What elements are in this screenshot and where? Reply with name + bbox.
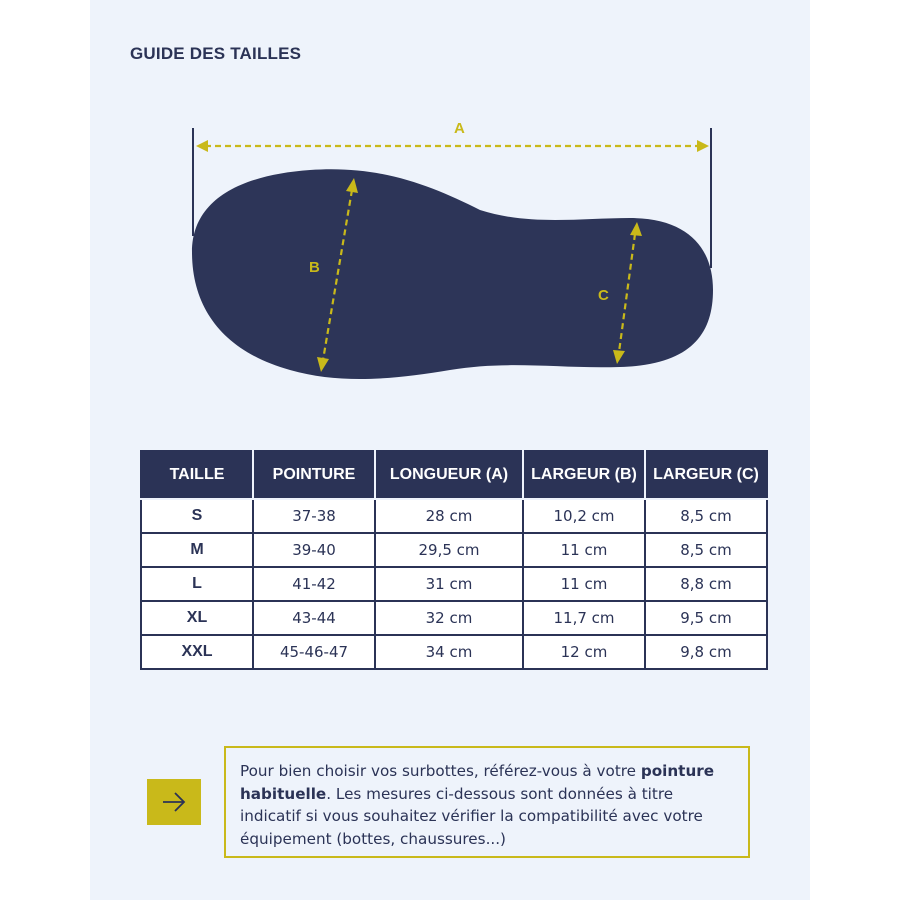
table-header-row (141, 451, 767, 499)
cell-size: M (141, 533, 253, 567)
cell-size: L (141, 567, 253, 601)
label-a: A (454, 120, 465, 137)
cell-largeur-c: 8,5 cm (645, 499, 767, 533)
table-row (141, 635, 767, 669)
cell-largeur-c: 8,8 cm (645, 567, 767, 601)
size-table (140, 450, 768, 670)
insole-silhouette (192, 169, 713, 379)
sole-diagram (0, 0, 900, 420)
column-header-largeur-b: LARGEUR (B) (523, 451, 645, 499)
column-header-longueur: LONGUEUR (A) (375, 451, 523, 499)
note-text-after: . Les mesures ci-dessous sont données à titre indicatif si vous souhaitez vérifier la compatibilité avec votre équipement (bottes, chaussures...) (240, 784, 703, 848)
table-row (141, 533, 767, 567)
column-header-largeur-c: LARGEUR (C) (645, 451, 767, 499)
cell-longueur: 34 cm (375, 635, 523, 669)
cell-largeur-c: 9,5 cm (645, 601, 767, 635)
cell-largeur-b: 11 cm (523, 533, 645, 567)
note-text-bold: pointure habituelle (240, 762, 715, 803)
cell-longueur: 31 cm (375, 567, 523, 601)
cell-longueur: 32 cm (375, 601, 523, 635)
arrow-badge (147, 779, 201, 825)
cell-pointure: 41-42 (253, 567, 375, 601)
table-row (141, 567, 767, 601)
table-row (141, 499, 767, 533)
column-header-taille: TAILLE (141, 451, 253, 499)
cell-pointure: 37-38 (253, 499, 375, 533)
cell-size: S (141, 499, 253, 533)
cell-pointure: 45-46-47 (253, 635, 375, 669)
cell-largeur-b: 11 cm (523, 567, 645, 601)
cell-largeur-b: 11,7 cm (523, 601, 645, 635)
cell-longueur: 29,5 cm (375, 533, 523, 567)
cell-size: XL (141, 601, 253, 635)
label-c: C (598, 287, 609, 304)
note-text-before: Pour bien choisir vos surbottes, référez-vous à votre (240, 762, 641, 780)
arrowhead-a-left (196, 140, 208, 152)
cell-largeur-b: 12 cm (523, 635, 645, 669)
cell-longueur: 28 cm (375, 499, 523, 533)
arrowhead-a-right (697, 140, 709, 152)
arrow-right-icon (159, 790, 189, 814)
column-header-pointure: POINTURE (253, 451, 375, 499)
cell-largeur-c: 9,8 cm (645, 635, 767, 669)
label-b: B (309, 259, 320, 276)
cell-pointure: 39-40 (253, 533, 375, 567)
cell-largeur-b: 10,2 cm (523, 499, 645, 533)
cell-pointure: 43-44 (253, 601, 375, 635)
sizing-note (224, 746, 750, 858)
table-row (141, 601, 767, 635)
cell-largeur-c: 8,5 cm (645, 533, 767, 567)
page-title: GUIDE DES TAILLES (130, 44, 302, 63)
cell-size: XXL (141, 635, 253, 669)
